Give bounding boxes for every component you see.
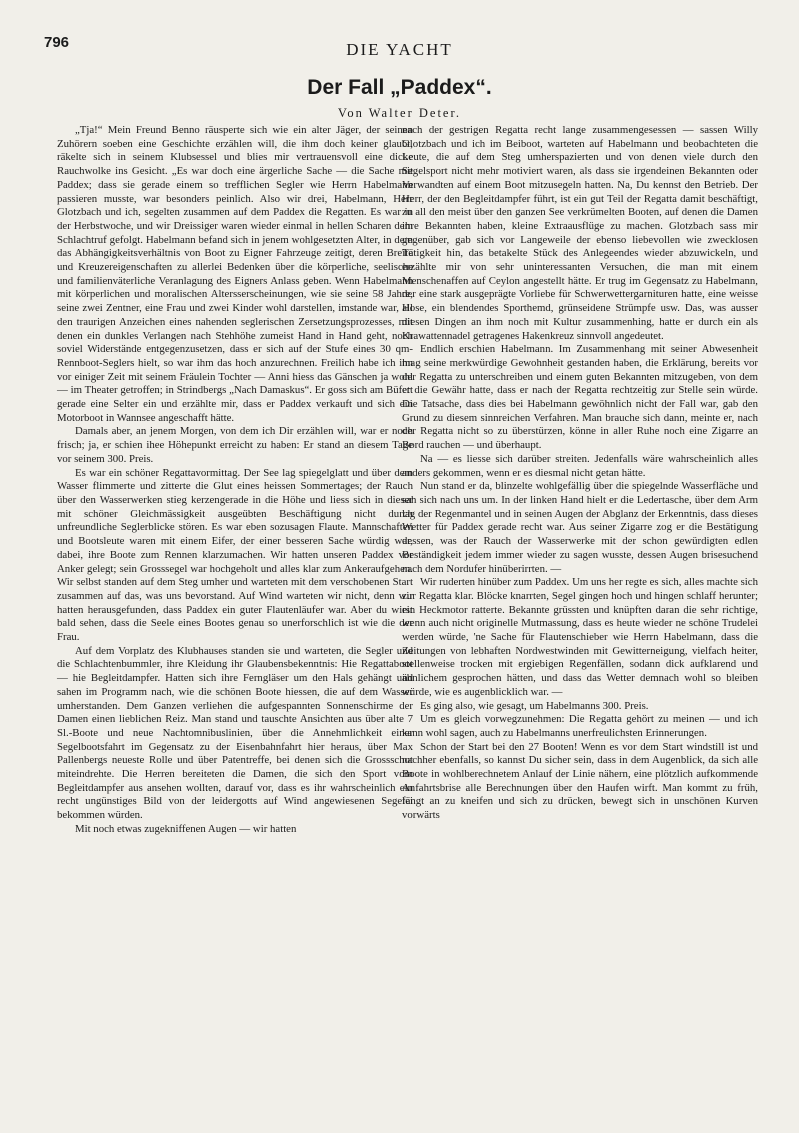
paragraph: nach der gestrigen Regatta recht lange zusammengesessen — sassen Willy Glotzbach und ich im Beiboot, warteten auf Habelmann und beobachteten die Leute, die auf dem Steg umherspazierten und von denen viele durch den Segelsport nicht mehr motiviert waren, als dass sie irgendeinen Bekannten oder Verwandten auf einem Boot mitzusegeln hatten. Na, Du kennst den Betrieb. Der Herr, der den Begleitdampfer führt, ist ein gut Teil der Regatta damit beschäftigt, zu all den meist über den ganzen See verkrümelten Booten, auf denen die Damen ihre Bekannten haben, kleine Extraausflüge zu machen. Glotzbach sass mir gegenüber, gab sich vor Langeweile der ebenso liebevollen wie zwecklosen Tätigkeit hin, das betakelte Stück des Anlegeendes wieder abzuwickeln, und erzählte mir von sehr uninteressanten Versuchen, die man mit einem Menschenaffen auf Ceylon angestellt hätte. Er trug im Gegensatz zu Habelmann, der eine stark ausgeprägte Vorliebe für Schwerwettergarnituren hatte, eine weisse Hose, ein blendendes Sporthemd, grünseidene Strümpfe usw. Das, was ausser diesen Dingen an ihm noch mit Kultur zusammenhing, hatte er durch ein als Krawattennadel getragenes Hakenkreuz sinnvoll angedeutet.: [402, 124, 758, 342]
page-number: 796: [44, 34, 70, 51]
paragraph: Wir ruderten hinüber zum Paddex. Um uns her regte es sich, alles machte sich zur Regatta klar. Blöcke knarrten, Segel gingen hoch und hingen schlaff herunter; ein Heckmotor ratterte. Bekannte grüssten und knüpften daran die sehr richtige, wenn auch nicht originelle Mutmassung, dass es heute wieder ne schöne Trudelei werden würde, 'ne Sache für Flautenschieber wie Herrn Habelmann, dass die Zeitungen von lebhaften Nordwestwinden mit Gewitterneigung, vielfach heiter, stellenweise trocken mit ergiebigen Regenfällen, sodann dick aufklarend und ähnlichem gesprochen hätten, und dass das Wetter demnach wohl so bleiben würde, wie es augenblicklich war. —: [402, 576, 758, 698]
paragraph: Endlich erschien Habelmann. Im Zusammenhang mit seiner Abwesenheit mag seine merkwürdige Gewohnheit gestanden haben, die Erklärung, bereits vor der Regatta zu unterschreiben und einem guten Bekannten mitzugeben, von dem er die Gewähr hatte, dass er nach der Regatta rechtzeitig zur Stelle sein würde. Die Tatsache, dass dies bei Habelmann gewöhnlich nicht der Fall war, gab den Grund zu diesem sinnreichen Verfahren. Man brauche sich dann, meinte er, nach der Regatta nicht so zu überstürzen, könne in aller Ruhe noch eine Zigarre an Bord rauchen — und überhaupt.: [402, 343, 758, 452]
article-byline: Von Walter Deter.: [337, 106, 462, 120]
running-head: DIE YACHT: [346, 40, 453, 59]
paragraph: Es war ein schöner Regattavormittag. Der See lag spiegelglatt und über dem Wasser flimmerte und zitterte die Glut eines heissen Sommertages; der Rauch über den Wasserwerken stieg kerzengerade in die Höhe und liess sich in dieser mit schöner Gleichmässigkeit ausgeübten Beschäftigung nicht durch unfreundliche Seglerblicke stören. Es war eben sozusagen Flaute. Mannschaften und Bootsleute waren mit einem Eifer, der einer besseren Sache würdig war, dabei, ihre Boote zum Rennen klarzumachen. Wir hatten unseren Paddex vor Anker gelegt; sein Grosssegel war hochgeholt und alles klar zum Ankeraufgehen. Wir selbst standen auf dem Steg umher und warteten mit dem verschobenen Start zusammen auf das, was uns bevorstand. Auf Wind warteten wir nicht, denn wir hatten herausgefunden, dass Paddex ein guter Flautenläufer war. Aber du wirst bald sehen, dass die Seele eines Bootes genau so unerforschlich ist wie die der Frau.: [57, 466, 413, 644]
right-column: [402, 124, 758, 823]
paragraph: Um es gleich vorwegzunehmen: Die Regatta gehört zu meinen — und ich kann wohl sagen, auch zu Habelmanns unerfreulichsten Erinnerungen.: [402, 713, 758, 739]
paragraph: Auf dem Vorplatz des Klubhauses standen sie und warteten, die Segler und die Schlachtenbummler, ihre Kleidung ihr Glaubensbekenntnis: Hie Regattaboot — hie Begleitdampfer. Hatten sich ihre Ferngläser um den Hals gehängt und sahen im Programm nach, wie die schönen Boote hiessen, die auf dem Wasser umherstanden. Dem Ganzen verliehen die aufgespannten Sonnenschirme der Damen einen lieblichen Reiz. Man stand und tauschte Ansichten aus über alte 7 Sl.-Boote und neue Nachtomnibuslinien, über die Annehmlichkeit einer Segelbootsfahrt im Gegensatz zu der Eisenbahnfahrt hier heraus, über Max Pallenbergs neueste Rolle und über Patentreffe, bei denen sich die Grossschot miteindrehte. Die Herren bereiteten die Damen, die sich den Sport vom Begleitdampfer aus ansehen wollten, darauf vor, dass es ihr wahrscheinlich ein recht ungünstiges Bild von der leidergotts auf Wind angewiesenen Segelei bekommen würden.: [57, 644, 413, 822]
paragraph: Na — es liesse sich darüber streiten. Jedenfalls wäre wahrscheinlich alles anders gekommen, wenn er es diesmal nicht getan hätte.: [402, 452, 758, 479]
paragraph: Nun stand er da, blinzelte wohlgefällig über die spiegelnde Wasserfläche und sah sich nach uns um. In der linken Hand hielt er die Ledertasche, über dem Arm lag der Regenmantel und in seinen Augen der Abglanz der Erkenntnis, dass dieses Wetter für Paddex gerade recht war. Aus seiner Zigarre zog er die Bestätigung dessen, was der Rauch der Wasserwerke mit der schon gewürdigten edlen Beständigkeit jedem immer wieder zu sagen wusste, dessen Augen brisesuchend nach dem Nordufer hinüberirrten. —: [402, 480, 758, 575]
paragraph: Es ging also, wie gesagt, um Habelmanns 300. Preis.: [420, 699, 649, 712]
paragraph: Schon der Start bei den 27 Booten! Wenn es vor dem Start windstill ist und nachher ebenfalls, so kannst Du sicher sein, dass in dem Augenblick, da sich alle Boote in wohlberechnetem Anlauf der Linie nähern, eine plötzlich aufkommende Anfahrtsbrise alle Berechnungen über den Haufen wirft. Man kommt zu früh, fängt an zu kneifen und sich zu drücken, bewegt sich in unschönen Kurven vorwärts: [402, 740, 758, 822]
paragraph: Mit noch etwas zugekniffenen Augen — wir hatten: [75, 822, 297, 835]
paragraph: „Tja!“ Mein Freund Benno räusperte sich wie ein alter Jäger, der seinen Zuhörern soeben eine Geschichte erzählen will, die ihm doch keiner glaubt, räkelte sich in seinem Klubsessel und blies mir vertrauensvoll eine dicke Rauchwolke ins Gesicht. „Es war doch eine ärgerliche Sache — die Sache mit Paddex; dass sie gerade einem so trefflichen Segler wie Herrn Habelmann passieren musste, war besonders peinlich. Also wir drei, Habelmann, Herr Glotzbach und ich, segelten zusammen auf dem Paddex die Regatten. Es war in der Herbstwoche, und wir Dreissiger waren wieder einmal in hellen Scharen dem Schlachtruf gefolgt. Habelmann befand sich in jenem wohlgesetzten Alter, in dem das Abhängigkeitsverhältnis von Boot zu Eigner Fahrzeuge zeitigt, deren Breite und Kreuzereigenschaften zu allerlei Bedenken über die körperliche, seelische und familienväterliche Veranlagung des Eigners Anlass geben. Wenn Habelmann mit körperlichen und moralischen Altersserscheinungen, wie sie seine 58 Jahre, seine zwei Zentner, eine Frau und zwei Kinder wohl darstellen, imstande war, all den traurigen Anzeichen eines nahenden seglerischen Zersetzungsprozesses, mit denen ein dunkles Verlangen nach Stehhöhe zumeist Hand in Hand geht, noch soviel Widerstände entgegenzusetzen, dass er sich auf der Stufe eines 30 qm-Rennboot-Seglers hielt, so war ihm das hoch anzurechnen. Freilich habe ich ihn vor einiger Zeit mit seinem Fräulein Tochter — Anni hiess das Gänschen ja wohl — im Theater getroffen; in Strindbergs „Nach Damaskus“. Er goss sich am Büfett gerade eine Selter ein und erzählte mir, dass er Paddex verkauft und sich ein Motorboot in Wannsee angeschafft hätte.: [57, 124, 413, 424]
left-column: [57, 124, 413, 837]
paragraph: Damals aber, an jenem Morgen, von dem ich Dir erzählen will, war er noch frisch; ja, er schien ihee Höhepunkt erreicht zu haben: Er stand an diesem Tage vor seinem 300. Preis.: [57, 425, 413, 465]
article-title: Der Fall „Paddex“.: [307, 76, 492, 99]
